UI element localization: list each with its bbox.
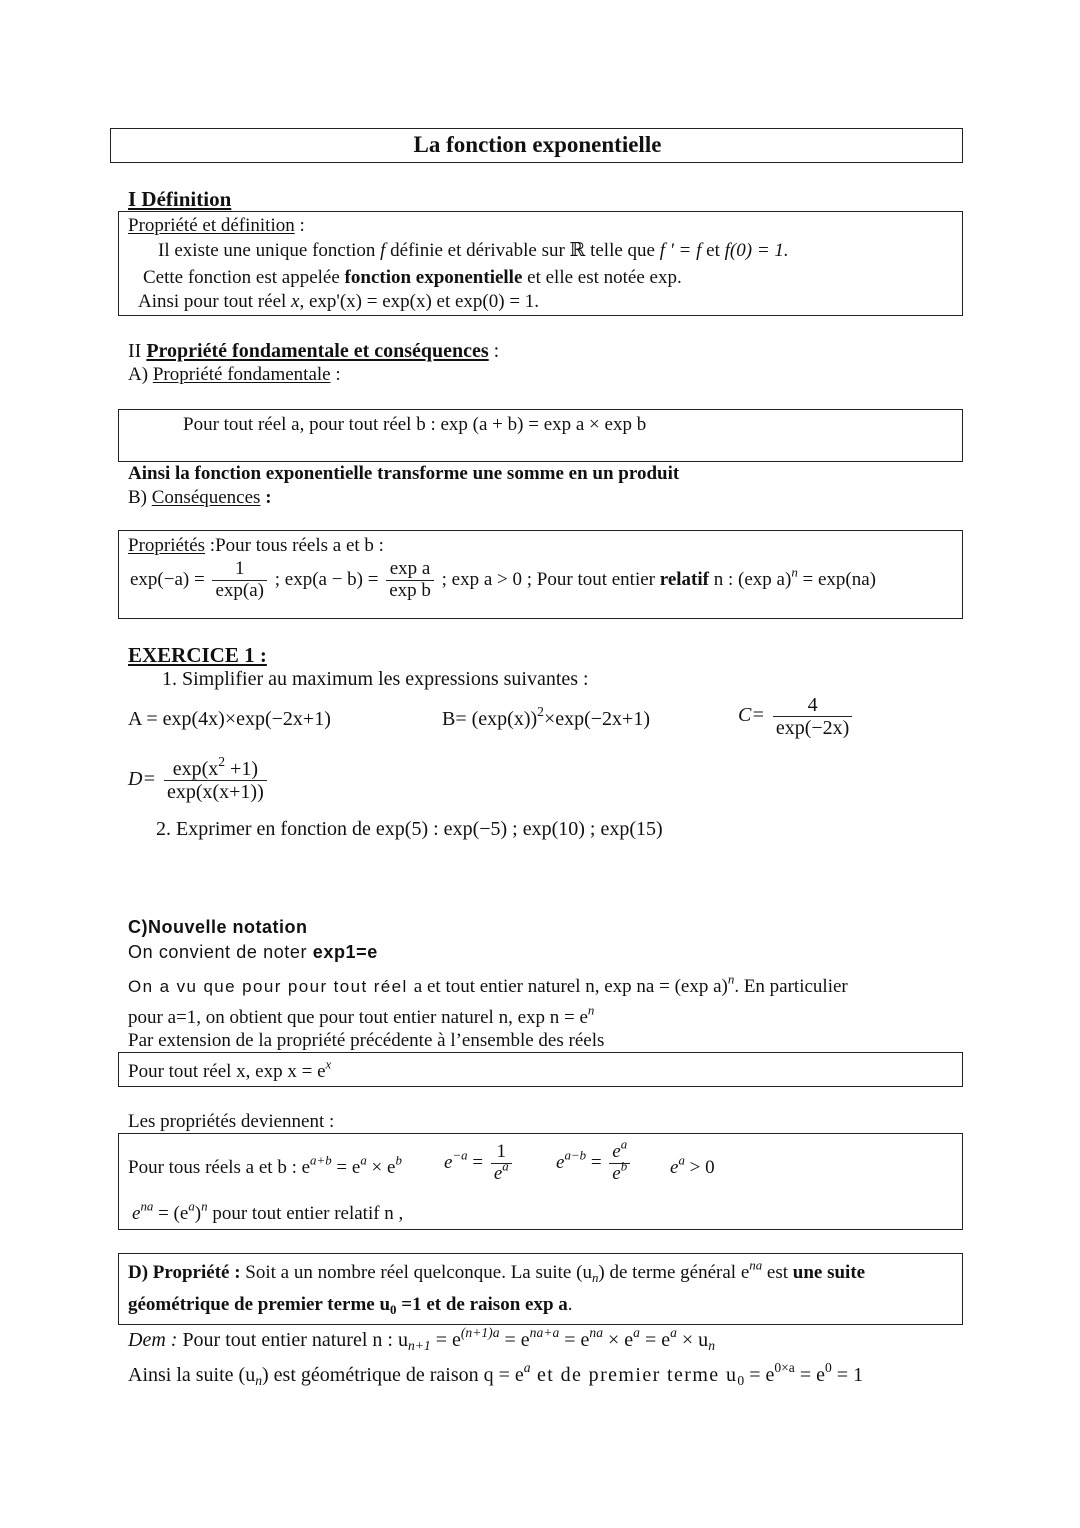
- fraction-1-over-exp-a: $\frac{1}{\exp(a)}$: [212, 559, 267, 602]
- e-property-quotient: $e^{a-b}$ = $\frac{e^a}{e^b}$: [556, 1142, 633, 1185]
- subsection-a-heading: A) Propriété fondamentale :: [128, 364, 341, 385]
- definition-line-1: Il existe une unique fonction f définie et dérivable sur ℝ telle que f ' = f et f(0) = 1.: [158, 240, 789, 261]
- e-property-power: $e^{na} = (e^a)^n$ pour tout entier relatif n ,: [132, 1198, 404, 1224]
- geometric-property-line-2: géométrique de premier terme $u_0 =1$ et de raison exp a.: [128, 1294, 573, 1317]
- definition-label: Propriété et définition :: [128, 215, 305, 236]
- exercise-1-question-1: 1. Simplifier au maximum les expressions suivantes :: [162, 668, 589, 690]
- fraction-1-over-e-a: $\frac{1}{e^a}$: [491, 1142, 512, 1185]
- definition-line-2: Cette fonction est appelée fonction exponentielle et elle est notée exp.: [143, 267, 682, 288]
- page-title: La fonction exponentielle: [413, 132, 662, 157]
- section-2-heading: II Propriété fondamentale et conséquences :: [128, 340, 500, 362]
- section-c-heading: C)Nouvelle notation: [128, 917, 308, 937]
- conclusion-line: Ainsi la suite $(u_n)$ est géométrique de raison $q = e^a$ et de premier terme $u_0 = e^{0\times a} = e^0 = 1$: [128, 1360, 864, 1389]
- convention-line: On convient de noter exp1=e: [128, 942, 378, 962]
- e-property-inverse: $e^{-a}$ = $\frac{1}{e^a}$: [444, 1142, 515, 1185]
- expression-d: D= $\frac{\exp(x^2 +1)}{\exp(x(x+1))}$: [128, 758, 270, 803]
- proof-line: Dem : Pour tout entier naturel n : $u_{n+1} = e^{(n+1)a} = e^{na+a} = e^{na} \times e^a = e^a \times u_n$: [128, 1325, 715, 1354]
- consequences-formulas: exp(−a) = $\frac{1}{\exp(a)}$ ; exp(a − b) = $\frac{\text{exp a}}{\text{exp b}}$ ; exp a > 0 ; Pour tout entier relatif n : (exp a)$^n$ = exp(na): [130, 558, 877, 601]
- notation-line-2: pour a=1, on obtient que pour tout entier naturel n, $\exp n = e^n$: [128, 1002, 595, 1028]
- fraction-d: $\frac{\exp(x^2 +1)}{\exp(x(x+1))}$: [164, 758, 267, 803]
- fraction-c: $\frac{4}{\exp(-2x)}$: [773, 694, 852, 739]
- fraction-exp-a-over-exp-b: $\frac{\text{exp a}}{\text{exp b}}$: [386, 559, 434, 602]
- e-property-positive: $e^a > 0$: [670, 1152, 715, 1178]
- geometric-property-line-1: D) Propriété : Soit a un nombre réel quelconque. La suite $(u_n)$ de terme général $e^{na}$ est une suite: [128, 1257, 866, 1285]
- exp-x-definition: Pour tout réel x, $\exp x = e^x$: [128, 1056, 332, 1082]
- exercise-1-question-2: 2. Exprimer en fonction de exp(5) : exp(−5) ; exp(10) ; exp(15): [156, 818, 663, 840]
- exercise-1-heading: EXERCICE 1 :: [128, 643, 267, 667]
- fraction-e-a-over-e-b: $\frac{e^a}{e^b}$: [609, 1142, 630, 1185]
- fundamental-property: Pour tout réel a, pour tout réel b : exp (a + b) = exp a × exp b: [183, 414, 647, 435]
- e-property-product: Pour tous réels a et b : $e^{a+b} = e^a \times e^b$: [128, 1152, 402, 1178]
- consequences-label: Propriétés :Pour tous réels a et b :: [128, 535, 384, 556]
- sum-to-product-note: Ainsi la fonction exponentielle transforme une somme en un produit: [128, 463, 680, 484]
- subsection-b-heading: B) Conséquences :: [128, 487, 272, 508]
- expression-a: A = exp(4x)×exp(−2x+1): [128, 708, 331, 730]
- expression-b: $B= (\exp(x))^2\times\exp(-2x+1)$: [442, 704, 650, 730]
- section-1-heading: I Définition: [128, 187, 232, 211]
- notation-line-3: Par extension de la propriété précédente à l’ensemble des réels: [128, 1030, 605, 1051]
- notation-line-1: On a vu que pour pour tout réel a et tout entier naturel n, exp na = (exp a)$^n$. En particulier: [128, 971, 848, 997]
- definition-line-3: Ainsi pour tout réel x, exp'(x) = exp(x) et exp(0) = 1.: [138, 291, 540, 312]
- expression-c: C= $\frac{4}{\exp(-2x)}$: [738, 694, 855, 739]
- properties-become-label: Les propriétés deviennent :: [128, 1111, 335, 1132]
